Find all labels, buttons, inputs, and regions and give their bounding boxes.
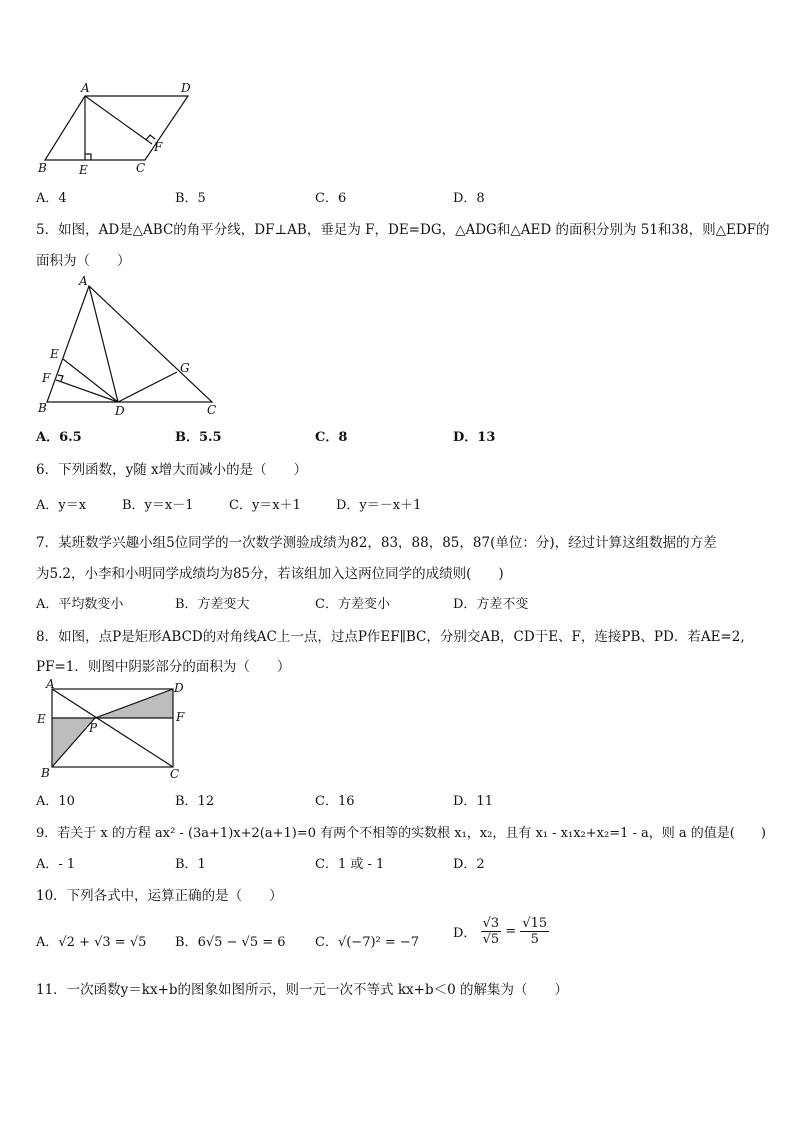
q5-label-f: F [42,371,51,385]
q5-figure [32,272,232,420]
q4-label-f: F [154,140,163,154]
q8-figure [34,677,194,781]
q8-label-e: E [37,712,46,726]
q10-option-d-prefix: D． [453,926,477,941]
q8-label-a: A [46,677,55,691]
q5-stem-line2: 面积为（ ） [36,253,131,269]
q10-option-d-denominator: √5 [482,932,500,947]
q8-stem-line1: 8．如图，点P是矩形ABCD的对角线AC上一点，过点P作EF∥BC，分别交AB，CD于E、F，连接PB、PD．若AE=2, [36,629,745,645]
q6-stem: 6．下列函数，y随 x增大而减小的是（ ） [36,462,308,478]
q5-label-e: E [50,347,59,361]
q5-label-g: G [180,361,190,375]
q8-option-a[interactable]: A．10 [36,794,75,809]
q11-stem: 11．一次函数y＝kx+b的图象如图所示，则一元一次不等式 kx+b＜0 的解集为（ ） [36,982,568,998]
q8-label-p: P [89,721,98,735]
q10-option-c-expr: √(−7)² = −7 [337,935,420,950]
q8-option-d[interactable]: D．11 [453,794,493,809]
q7-stem-line2: 为5.2，小李和小明同学成绩均为85分，若该组加入这两位同学的成绩则( ) [36,566,504,582]
q9-stem: 9．若关于 x 的方程 ax² - (3a+1)x+2(a+1)=0 有两个不相等的实数根 x₁，x₂，且有 x₁ - x₁x₂+x₂=1 - a，则 a 的值是( ) [36,826,766,841]
q6-option-b[interactable]: B．y＝x－1 [122,498,194,513]
q7-option-c[interactable]: C．方差变小 [315,597,390,612]
q9-option-b[interactable]: B．1 [175,857,206,872]
q5-label-b: B [38,401,47,415]
q5-label-c: C [207,403,217,417]
q10-option-d-equals: = [505,924,517,939]
q7-option-b[interactable]: B．方差变大 [175,597,250,612]
q10-option-d-right-numerator: √15 [522,916,548,931]
q5-stem-line1: 5．如图，AD是△ABC的角平分线，DF⊥AB，垂足为 F，DE=DG，△ADG和△AED 的面积分别为 51和38，则△EDF的 [36,222,770,238]
q4-option-b[interactable]: B．5 [175,191,206,206]
q4-option-a[interactable]: A．4 [36,191,67,206]
q8-option-b[interactable]: B．12 [175,794,215,809]
q10-option-d-numerator: √3 [482,916,500,931]
q8-label-b: B [41,766,50,780]
q9-option-a[interactable]: A．- 1 [36,857,76,872]
q7-stem-line1: 7．某班数学兴趣小组5位同学的一次数学测验成绩为82，83，88，85，87(单位：分)，经过计算这组数据的方差 [36,535,717,551]
q5-label-a: A [79,274,88,288]
q4-option-c[interactable]: C．6 [315,191,347,206]
q7-option-a[interactable]: A．平均数变小 [36,597,124,612]
q7-option-d[interactable]: D．方差不变 [453,597,529,612]
q10-option-d[interactable] [453,916,549,947]
q8-option-c[interactable]: C．16 [315,794,355,809]
q5-label-d: D [115,404,125,418]
q8-label-d: D [174,681,184,695]
q10-option-d-right-denominator: 5 [530,932,539,947]
q9-option-d[interactable]: D．2 [453,857,485,872]
q10-option-c-prefix: C． [315,935,338,950]
q5-option-a[interactable]: A．6.5 [36,430,82,445]
q9-option-c[interactable]: C．1 或 - 1 [315,857,385,872]
q10-option-d-right-fraction [520,916,549,947]
q10-option-b-expr: 6√5 − √5 = 6 [197,935,286,950]
q5-option-d[interactable]: D．13 [453,430,496,445]
q8-stem-line2: PF=1．则图中阴影部分的面积为（ ） [36,659,291,675]
q10-option-d-left-fraction [481,916,502,947]
q4-label-e: E [79,163,88,177]
q4-label-b: B [38,161,47,175]
q4-label-c: C [136,161,146,175]
q8-label-c: C [170,767,180,781]
q10-option-b[interactable] [175,931,286,950]
q10-option-c[interactable] [315,931,419,950]
q10-option-a-expr: √2 + √3 = √5 [58,935,147,950]
q6-option-d[interactable]: D．y＝－x＋1 [336,498,422,513]
q5-option-c[interactable]: C．8 [315,430,348,445]
q4-label-a: A [81,81,90,95]
q4-label-d: D [181,81,191,95]
q5-option-b[interactable]: B．5.5 [175,430,222,445]
q4-figure [30,78,200,178]
q6-option-a[interactable]: A．y＝x [36,498,87,513]
q10-option-a-prefix: A． [36,935,59,950]
q10-stem: 10．下列各式中，运算正确的是（ ） [36,888,283,904]
q4-option-d[interactable]: D．8 [453,191,485,206]
q10-option-a[interactable] [36,931,146,950]
q8-label-f: F [176,710,185,724]
q10-option-b-prefix: B． [175,935,198,950]
q6-option-c[interactable]: C．y＝x＋1 [229,498,301,513]
